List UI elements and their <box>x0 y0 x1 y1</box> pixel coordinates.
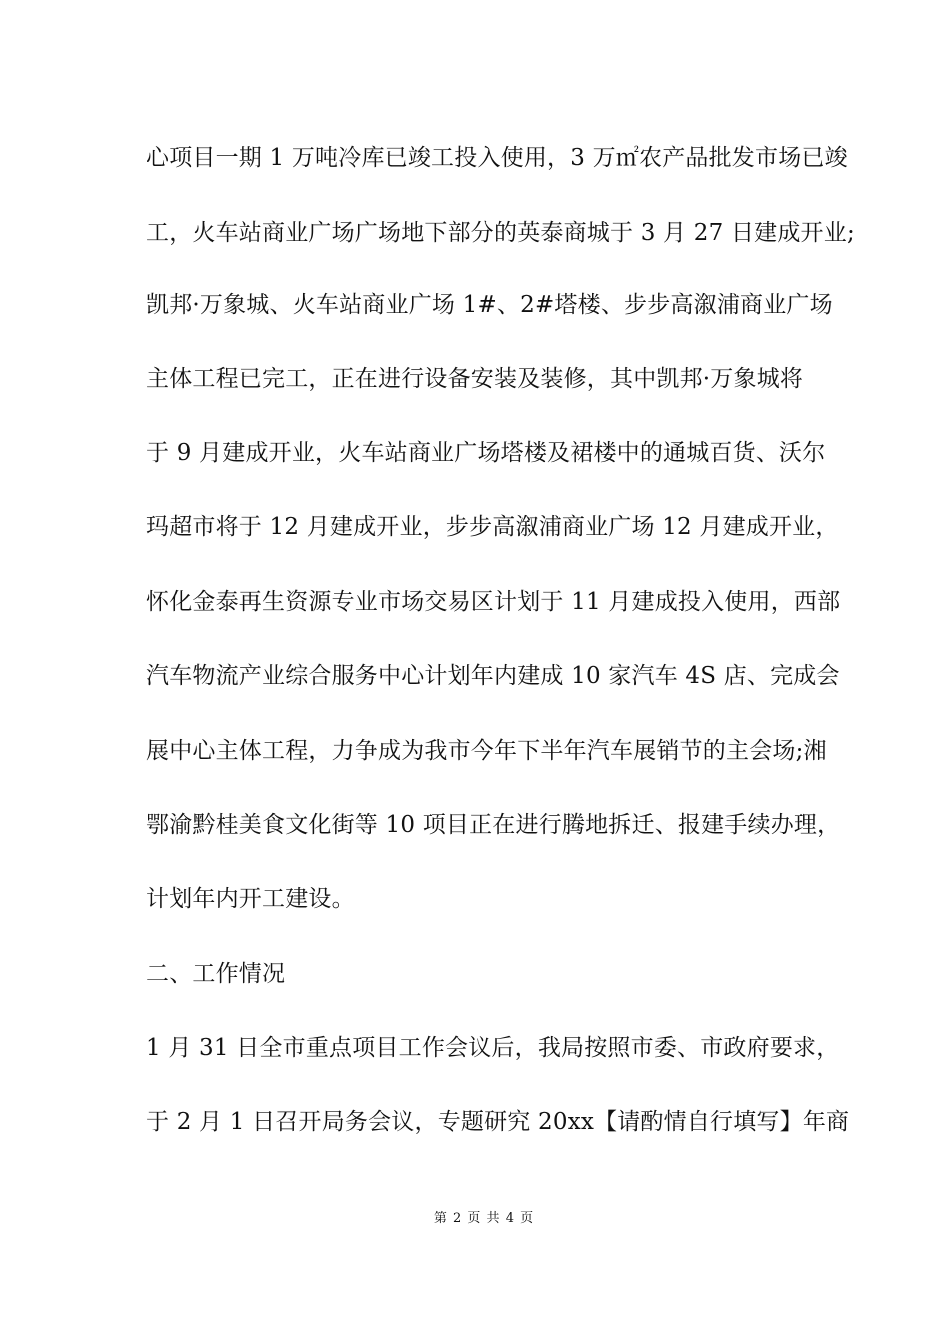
body-text-line: 工，火车站商业广场广场地下部分的英泰商城于 3 月 27 日建成开业; <box>146 220 855 246</box>
body-text-line: 主体工程已完工，正在进行设备安装及装修，其中凯邦·万象城将 <box>146 366 804 392</box>
body-text-line: 怀化金泰再生资源专业市场交易区计划于 11 月建成投入使用，西部 <box>146 589 841 615</box>
body-text-line: 汽车物流产业综合服务中心计划年内建成 10 家汽车 4S 店、完成会 <box>146 663 840 689</box>
body-text-line: 玛超市将于 12 月建成开业，步步高溆浦商业广场 12 月建成开业， <box>146 514 839 540</box>
body-text-line: 凯邦·万象城、火车站商业广场 1#、2#塔楼、步步高溆浦商业广场 <box>146 292 833 318</box>
body-text-line: 于 2 月 1 日召开局务会议，专题研究 20xx【请酌情自行填写】年商 <box>146 1109 850 1135</box>
body-text-line: 展中心主体工程，力争成为我市今年下半年汽车展销节的主会场;湘 <box>146 738 827 764</box>
page-footer: 第 2 页 共 4 页 <box>433 1211 535 1226</box>
body-text-line: 计划年内开工建设。 <box>146 886 355 912</box>
section-heading: 二、工作情况 <box>146 961 286 987</box>
body-text-line: 鄂渝黔桂美食文化街等 10 项目正在进行腾地拆迁、报建手续办理， <box>146 812 841 838</box>
body-text-line: 心项目一期 1 万吨冷库已竣工投入使用，3 万㎡农产品批发市场已竣 <box>146 145 848 171</box>
body-text-line: 1 月 31 日全市重点项目工作会议后，我局按照市委、市政府要求， <box>146 1035 840 1061</box>
body-text-line: 于 9 月建成开业，火车站商业广场塔楼及裙楼中的通城百货、沃尔 <box>146 440 826 466</box>
